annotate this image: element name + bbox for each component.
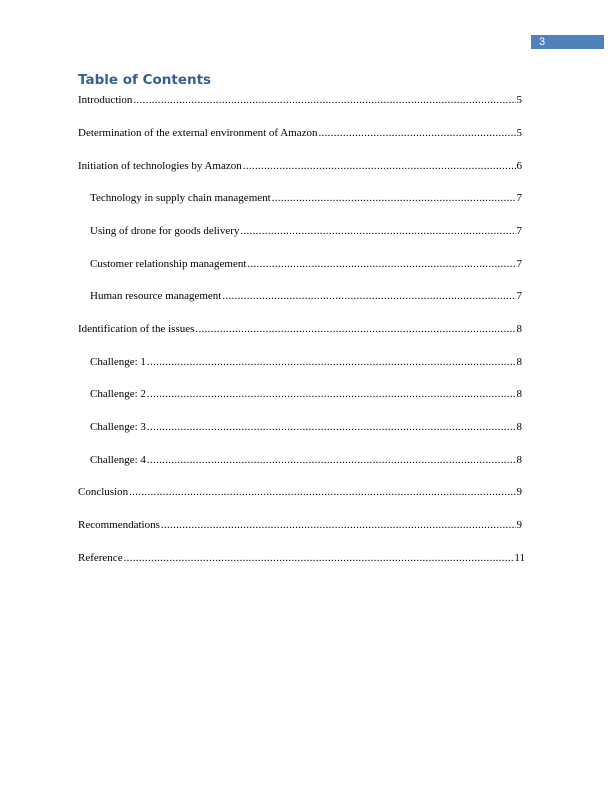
toc-dot-leader <box>161 519 516 532</box>
toc-entry-challenge-1[interactable] <box>90 353 522 369</box>
toc-dot-leader <box>147 356 516 369</box>
toc-entry-crm[interactable] <box>90 255 522 271</box>
toc-entry-label: Identification of the issues <box>78 323 195 335</box>
toc-entry-page: 8 <box>516 454 522 466</box>
toc-entry-label: Challenge: 2 <box>90 388 146 400</box>
toc-title: Table of Contents <box>78 72 212 88</box>
toc-entry-label: Challenge: 1 <box>90 356 146 368</box>
toc-dot-leader <box>318 127 515 140</box>
toc-entry-supply-chain[interactable] <box>90 189 522 205</box>
toc-entry-page: 9 <box>516 519 522 531</box>
toc-entry-page: 5 <box>516 127 522 139</box>
toc-dot-leader <box>222 290 515 303</box>
toc-dot-leader <box>133 94 515 107</box>
toc-entry-label: Challenge: 3 <box>90 421 146 433</box>
toc-dot-leader <box>147 454 516 467</box>
toc-entry-label: Using of drone for goods delivery <box>90 225 240 237</box>
toc-entry-page: 7 <box>516 290 522 302</box>
toc-entry-challenge-4[interactable] <box>90 451 522 467</box>
toc-entry-label: Technology in supply chain management <box>90 192 271 204</box>
toc-entry-label: Introduction <box>78 94 133 106</box>
toc-dot-leader <box>240 225 515 238</box>
toc-entry-external-environment[interactable] <box>78 124 522 140</box>
toc-entry-page: 9 <box>516 486 522 498</box>
toc-entry-reference[interactable] <box>78 549 525 565</box>
toc-dot-leader <box>247 258 515 271</box>
toc-entry-label: Initiation of technologies by Amazon <box>78 160 242 172</box>
toc-entry-introduction[interactable] <box>78 91 522 107</box>
toc-dot-leader <box>129 486 515 499</box>
toc-entry-label: Human resource management <box>90 290 222 302</box>
toc-dot-leader <box>124 552 514 565</box>
toc-dot-leader <box>243 160 516 173</box>
toc-dot-leader <box>195 323 515 336</box>
toc-entry-page: 11 <box>514 552 525 564</box>
toc-entry-page: 7 <box>516 192 522 204</box>
toc-entry-label: Challenge: 4 <box>90 454 146 466</box>
page-number-bar <box>531 35 604 49</box>
toc-dot-leader <box>147 421 516 434</box>
toc-entry-issues[interactable] <box>78 320 522 336</box>
toc-entry-conclusion[interactable] <box>78 483 522 499</box>
toc-entry-page: 7 <box>516 258 522 270</box>
toc-entry-label: Customer relationship management <box>90 258 247 270</box>
page-number: 3 <box>539 36 546 48</box>
toc-entry-page: 7 <box>516 225 522 237</box>
toc-entry-page: 8 <box>516 388 522 400</box>
toc-entry-label: Conclusion <box>78 486 129 498</box>
toc-entry-hrm[interactable] <box>90 287 522 303</box>
toc-entry-challenge-3[interactable] <box>90 418 522 434</box>
toc-entry-page: 8 <box>516 421 522 433</box>
toc-entry-challenge-2[interactable] <box>90 385 522 401</box>
toc-entry-page: 8 <box>516 356 522 368</box>
toc-dot-leader <box>147 388 516 401</box>
toc-entry-page: 8 <box>516 323 522 335</box>
toc-entry-technologies[interactable] <box>78 157 522 173</box>
toc-entry-page: 5 <box>516 94 522 106</box>
toc-entry-label: Recommendations <box>78 519 160 531</box>
toc-dot-leader <box>272 192 516 205</box>
toc-entry-label: Determination of the external environment of Amazon <box>78 127 318 139</box>
toc-entry-recommendations[interactable] <box>78 516 522 532</box>
toc-entry-drone-delivery[interactable] <box>90 222 522 238</box>
toc-entry-page: 6 <box>516 160 522 172</box>
toc-entry-label: Reference <box>78 552 123 564</box>
